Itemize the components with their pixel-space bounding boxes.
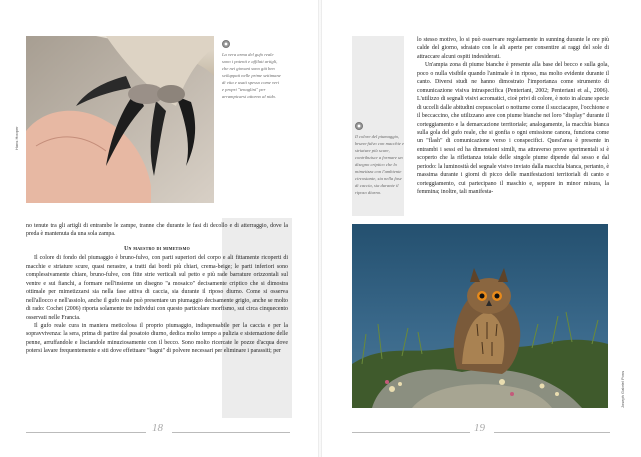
talon-illustration (26, 36, 214, 203)
photo-caption (222, 40, 282, 100)
caption-text: La vera arma del gufo reale sono i potenti e affilati artigli, che nei giovani sono già ben sviluppati nelle prime settimane di vita e usati spesso come veri e propri "tenaglini" per arrampicarsi attorno al nido. (222, 52, 281, 99)
paragraph: lo stesso motivo, lo si può osservare regolarmente in sunning durante le ore più calde del giorno, sdraiato con le ali aperte per consentire ai raggi del sole di attraccare alcuni ospiti indesiderati. (417, 37, 609, 60)
caption-text: Il colore del piumaggio, bruno-fulvo con macchie e striature più scure, contribuisce a formare un disegno criptico che lo mimetizza con l'ambiente circostante, sia nella fase di caccia, sia durante il riposo diurno. (355, 134, 405, 195)
footer-rule (494, 432, 610, 433)
footer-rule (172, 432, 290, 433)
body-text-right (417, 36, 609, 197)
caption-bullet-icon (222, 40, 230, 48)
paragraph: Il gufo reale cura in maniera meticolosa il proprio piumaggio, indispensabile per la caccia e per la sopravvivenza: la sera, prima di partire dal posatoio diurno, dedica molto tempo a pulizia e sistemazione delle penne, arruffandole e lisciandole minuziosamente con il becco. Sono molto ricercate le pozze d'acqua dove potersi lavare frequentemente e siti dove effettuare "bagni" di polvere necessari per eliminare i parassiti; per (26, 322, 288, 355)
paragraph: Un'ampia zona di piume bianche è presente alla base del becco e sulla gola, poco o nulla visibile quando l'animale è in riposo, ma molto evidente durante il canto. Diversi studi ne hanno dimostrato l'importanza come strumento di comunicazione visiva intraspecifica (Penteriani, 2002; Penteriani et al., 2006). L'utilizzo di segnali visivi acromatici, cioè privi di colore, è noto in alcune specie di uccelli dalle abitudini crepuscolari o notturne come il succiacapre, l'occhione e il beccaccino, che utilizzano aree con piume bianche nei loro "display" durante il corteggiamento e la demarcazione territoriale; analogamente, la macchia bianca sulla gola del gufo reale, che si gonfia o ogni emissione canora, funziona come un "flash" di comunicazione verso i conspecifici. Quest'area è presente in entrambi i sessi ed ha dimensioni simili, ma attraverso prove sperimentali si è scoperto che la riflettanza totale delle singole piume dipende dal sesso e dal periodo: la luminosità del segnale visivo inviato dalla macchia bianca, pertanto, è massima durante i giorni di picco delle manifestazioni territoriali di canto e corteggiamento, cui partecipano il maschio e, seppure in minor misura, la femmina; inoltre, tali manifesta- (417, 62, 609, 196)
owl-photo (352, 224, 608, 408)
photo-credit: Hans Hooper (14, 126, 19, 150)
photo-credit: Joseph Gabriel Pons (620, 370, 625, 408)
paragraph: Il colore di fondo del piumaggio è bruno-fulvo, con parti superiori del corpo e ali fittamente ricoperti di macchie e striature scure, quasi nerastre, a tratti dai bordi più chiari, crema-beige; le parti inferiori sono complessivamente chiare, bruno-fulve, con fitte strie verticali sul petto e più rade barrature orizzontali sul ventre e sui fianchi, a formare nell'insieme un disegno "a mosaico" decisamente criptico che si dimostra ottimale per mimetizzarsi sia nella fase attiva di caccia, sia durante il riposo diurno. Come si osserva nell'allocco e nell'assiolo, anche il gufo reale può presentare un piumaggio decisamente grigio, anche se molto di rado: Cochet (2006) riporta solamente tre individui con questo particolare morfismo, sui circa cinquecento osservati nelle Francia. (26, 255, 288, 321)
section-heading: Un maestro di mimetismo (124, 245, 190, 252)
caption-bullet-icon (355, 122, 363, 130)
left-page (0, 0, 320, 457)
page-number: 19 (474, 422, 485, 434)
page-number: 18 (152, 422, 163, 434)
footer-rule (352, 432, 470, 433)
talon-photo (26, 36, 214, 203)
book-gutter (318, 0, 322, 457)
footer-rule (26, 432, 146, 433)
paragraph-intro: no tenute tra gli artigli di entrambe le zampe, tranne che durante le fasi di decollo e di atterraggio, dove la preda è mantenuta da una sola zampa. (26, 223, 288, 238)
photo-caption (355, 122, 405, 196)
body-text-left (26, 222, 288, 356)
owl-illustration (352, 224, 608, 408)
